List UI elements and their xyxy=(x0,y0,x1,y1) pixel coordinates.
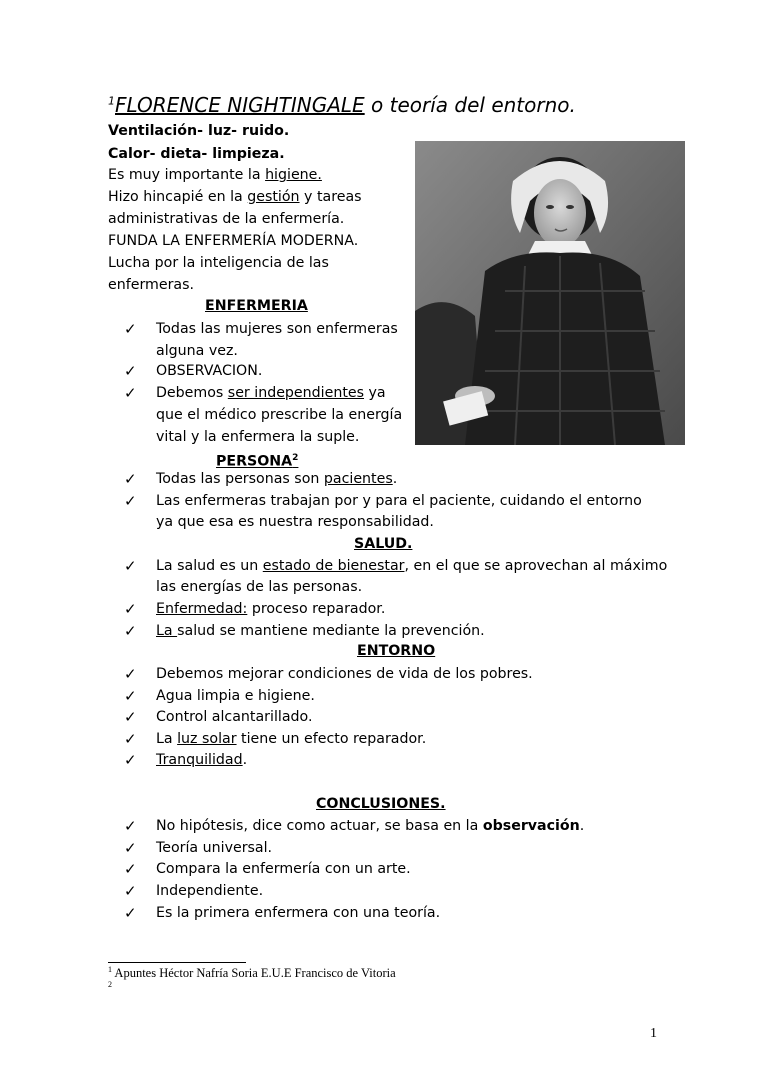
list-item-continuation: ya que esa es nuestra responsabilidad. xyxy=(156,514,434,530)
section-heading-entorno: ENTORNO xyxy=(357,643,436,659)
section-heading-enfermeria: ENFERMERIA xyxy=(205,298,308,314)
intro-line-3: Es muy importante la higiene. xyxy=(108,167,322,183)
list-item: Control alcantarillado. xyxy=(156,709,313,725)
list-item-continuation: las energías de las personas. xyxy=(156,579,363,595)
check-icon: ✓ xyxy=(124,860,137,878)
check-icon: ✓ xyxy=(124,492,137,510)
list-item: No hipótesis, dice como actuar, se basa en la observación. xyxy=(156,818,585,834)
list-item: OBSERVACION. xyxy=(156,363,263,379)
title-footnote-marker: 1 xyxy=(108,94,115,108)
check-icon: ✓ xyxy=(124,708,137,726)
section-heading-conclusiones: CONCLUSIONES. xyxy=(316,796,446,812)
check-icon: ✓ xyxy=(124,622,137,640)
intro-line-5: administrativas de la enfermería. xyxy=(108,211,345,227)
intro-line-6: FUNDA LA ENFERMERÍA MODERNA. xyxy=(108,233,359,249)
list-item-continuation: alguna vez. xyxy=(156,343,238,359)
title-rest: o teoría del entorno. xyxy=(364,93,576,117)
check-icon: ✓ xyxy=(124,751,137,769)
intro-line-1: Ventilación- luz- ruido. xyxy=(108,123,290,139)
check-icon: ✓ xyxy=(124,470,137,488)
list-item: Independiente. xyxy=(156,883,264,899)
list-item: Agua limpia e higiene. xyxy=(156,688,315,704)
list-item: La salud es un estado de bienestar, en el que se aprovechan al máximo xyxy=(156,558,668,574)
list-item: Todas las mujeres son enfermeras xyxy=(156,321,398,337)
footnote-marker: 2 xyxy=(292,453,299,463)
check-icon: ✓ xyxy=(124,817,137,835)
check-icon: ✓ xyxy=(124,687,137,705)
list-item: Todas las personas son pacientes. xyxy=(156,471,398,487)
footnote-divider xyxy=(108,962,246,963)
check-icon: ✓ xyxy=(124,384,137,402)
list-item-continuation: vital y la enfermera la suple. xyxy=(156,429,360,445)
check-icon: ✓ xyxy=(124,839,137,857)
footnote-1: $^1$ Apuntes Héctor Nafría Soria E.U.E Francisco de Vitoria xyxy=(108,965,396,981)
page-number: 1 xyxy=(650,1026,657,1041)
check-icon: ✓ xyxy=(124,904,137,922)
list-item: Debemos ser independientes ya xyxy=(156,385,386,401)
list-item: Las enfermeras trabajan por y para el paciente, cuidando el entorno xyxy=(156,493,642,509)
check-icon: ✓ xyxy=(124,882,137,900)
list-item-continuation: que el médico prescribe la energía xyxy=(156,407,403,423)
list-item: Debemos mejorar condiciones de vida de los pobres. xyxy=(156,666,533,682)
page-title xyxy=(108,93,576,117)
check-icon: ✓ xyxy=(124,665,137,683)
list-item: Enfermedad: proceso reparador. xyxy=(156,601,386,617)
check-icon: ✓ xyxy=(124,320,137,338)
check-icon: ✓ xyxy=(124,730,137,748)
check-icon: ✓ xyxy=(124,362,137,380)
intro-line-8: enfermeras. xyxy=(108,277,195,293)
intro-line-7: Lucha por la inteligencia de las xyxy=(108,255,329,271)
section-heading-salud: SALUD. xyxy=(354,536,413,552)
intro-line-4: Hizo hincapié en la gestión y tareas xyxy=(108,189,362,205)
title-name: FLORENCE NIGHTINGALE xyxy=(115,93,365,117)
florence-nightingale-portrait xyxy=(415,141,685,445)
list-item: La luz solar tiene un efecto reparador. xyxy=(156,731,427,747)
check-icon: ✓ xyxy=(124,600,137,618)
list-item: Tranquilidad. xyxy=(156,752,248,768)
footnote-2: 2 xyxy=(108,980,112,989)
list-item: La salud se mantiene mediante la prevención. xyxy=(156,623,485,639)
list-item: Compara la enfermería con un arte. xyxy=(156,861,411,877)
list-item: Es la primera enfermera con una teoría. xyxy=(156,905,441,921)
section-heading-persona: PERSONA$^2$ xyxy=(216,453,299,470)
check-icon: ✓ xyxy=(124,557,137,575)
list-item: Teoría universal. xyxy=(156,840,273,856)
intro-line-2: Calor- dieta- limpieza. xyxy=(108,146,285,162)
